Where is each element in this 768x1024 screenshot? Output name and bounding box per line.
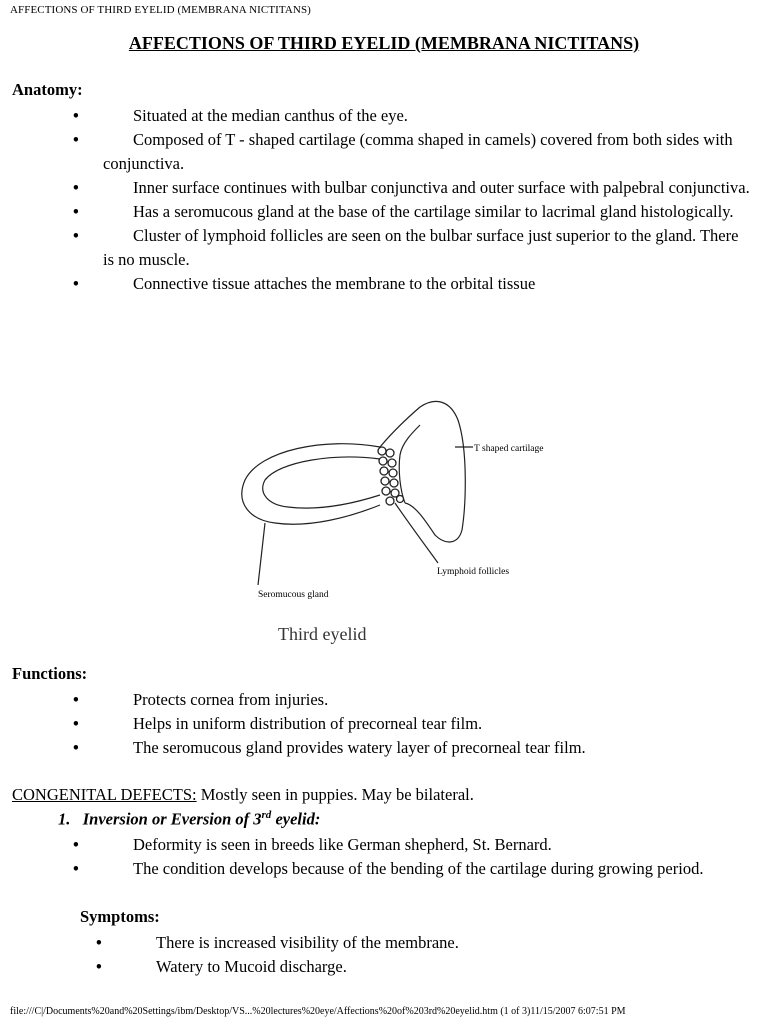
bullet-icon: •: [73, 274, 79, 293]
list-item: • Protects cornea from injuries.: [103, 688, 753, 712]
follicle: [378, 447, 386, 455]
seromucous-gland-outline: [242, 444, 380, 525]
page-footer-url: file:///C|/Documents%20and%20Settings/ibm/Desktop/VS...%20lectures%20eye/Affections%20of%203rd%20eyelid.htm (1 of 3)11/15/2007 6:07:51 PM: [10, 1006, 626, 1017]
gland-inner-outline: [263, 457, 380, 508]
anatomy-heading: Anatomy:: [12, 80, 83, 99]
t-cartilage-inner: [399, 425, 420, 503]
functions-list: [73, 688, 753, 760]
list-item: • There is increased visibility of the membrane.: [126, 931, 746, 955]
list-item: • Inner surface continues with bulbar conjunctiva and outer surface with palpebral conjunctiva.: [103, 176, 753, 200]
follicle: [386, 497, 394, 505]
follicle: [388, 459, 396, 467]
bullet-icon: •: [96, 933, 102, 952]
bullet-icon: •: [73, 714, 79, 733]
follicle: [380, 467, 388, 475]
bullet-icon: •: [73, 106, 79, 125]
follicle: [390, 479, 398, 487]
label-cartilage: T shaped cartilage: [474, 444, 544, 454]
subheading-inversion: 1. Inversion or Eversion of 3rd eyelid:: [58, 809, 321, 829]
list-item: • Composed of T - shaped cartilage (comma shaped in camels) covered from both sides with conjunctiva.: [73, 130, 733, 173]
congenital-defects-heading: CONGENITAL DEFECTS: [12, 785, 193, 804]
bullet-icon: •: [73, 130, 79, 149]
list-item: • Watery to Mucoid discharge.: [126, 955, 746, 979]
follicle: [381, 477, 389, 485]
list-item: • Cluster of lymphoid follicles are seen on the bulbar surface just superior to the gland. There is no muscle.: [73, 226, 739, 269]
list-item: • Connective tissue attaches the membrane to the orbital tissue: [103, 272, 753, 296]
follicles-leader-line: [395, 503, 438, 563]
bullet-icon: •: [73, 202, 79, 221]
inversion-list: [73, 833, 753, 881]
functions-heading: Functions:: [12, 664, 88, 683]
bullet-icon: •: [96, 957, 102, 976]
gland-leader-line: [258, 523, 265, 585]
page-title: AFFECTIONS OF THIRD EYELID (MEMBRANA NICTITANS): [128, 33, 640, 53]
bullet-icon: •: [73, 738, 79, 757]
bullet-icon: •: [73, 226, 79, 245]
follicle: [379, 457, 387, 465]
label-follicles: Lymphoid follicles: [437, 567, 510, 577]
follicle: [397, 496, 404, 503]
congenital-defects-line: CONGENITAL DEFECTS: Mostly seen in puppies. May be bilateral.: [12, 785, 474, 804]
third-eyelid-figure: [230, 395, 570, 655]
bullet-icon: •: [73, 835, 79, 854]
symptoms-list: [96, 931, 746, 979]
figure-caption: Third eyelid: [278, 624, 367, 644]
bullet-icon: •: [73, 178, 79, 197]
list-item: • Situated at the median canthus of the eye.: [103, 104, 753, 128]
follicle: [382, 487, 390, 495]
page-header: AFFECTIONS OF THIRD EYELID (MEMBRANA NICTITANS): [10, 4, 311, 16]
list-item: • Deformity is seen in breeds like German shepherd, St. Bernard.: [103, 833, 753, 857]
list-item: • Has a seromucous gland at the base of the cartilage similar to lacrimal gland histologically.: [103, 200, 753, 224]
label-gland: Seromucous gland: [258, 590, 329, 600]
follicle: [389, 469, 397, 477]
list-item: • The condition develops because of the bending of the cartilage during growing period.: [103, 857, 753, 881]
follicle: [386, 449, 394, 457]
list-item: • The seromucous gland provides watery layer of precorneal tear film.: [103, 736, 753, 760]
anatomy-list: [73, 104, 753, 296]
congenital-defects-text: Mostly seen in puppies. May be bilateral.: [196, 785, 474, 804]
bullet-icon: •: [73, 859, 79, 878]
list-item: • Helps in uniform distribution of precorneal tear film.: [103, 712, 753, 736]
bullet-icon: •: [73, 690, 79, 709]
symptoms-heading: Symptoms:: [80, 907, 160, 926]
